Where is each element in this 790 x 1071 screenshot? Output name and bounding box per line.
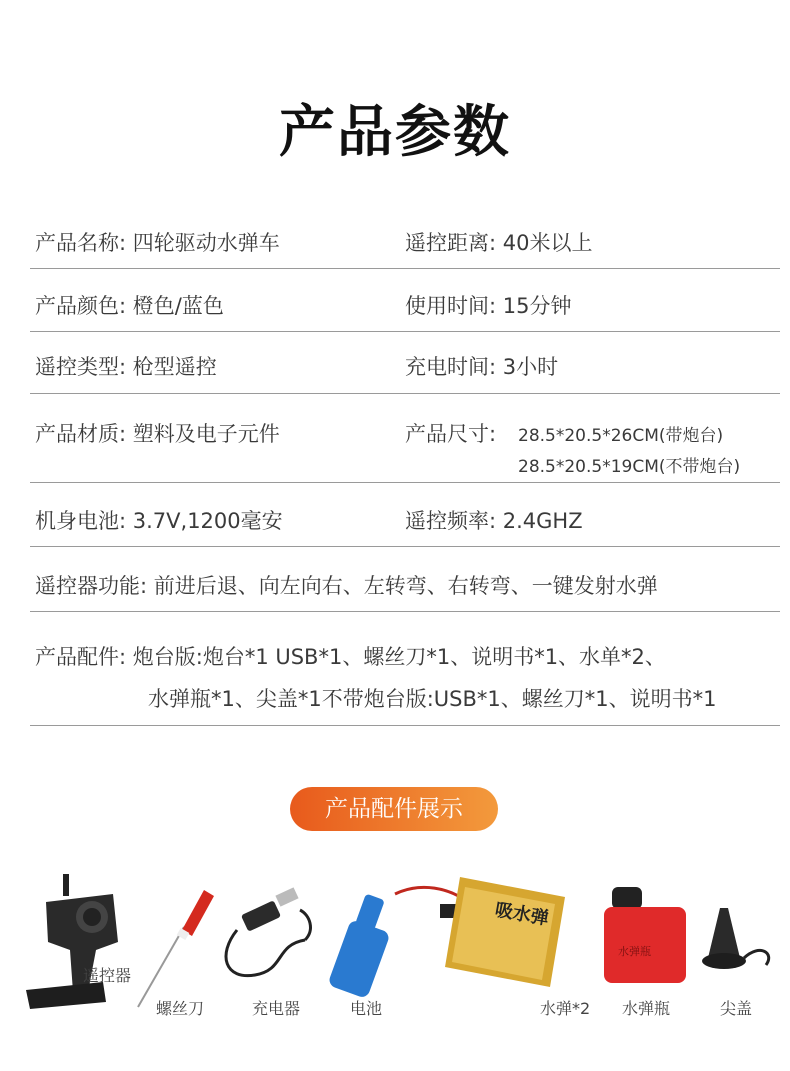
water-bottle-image [600,885,690,985]
spec-product-color: 产品颜色: 橙色/蓝色 [35,294,224,318]
label-screwdriver: 螺丝刀 [156,999,205,1018]
label-cap: 尖盖 [720,999,753,1018]
spec-material: 产品材质: 塑料及电子元件 [35,422,280,446]
divider [30,546,780,547]
spec-accessories-line1: 产品配件: 炮台版:炮台*1 USB*1、螺丝刀*1、说明书*1、水单*2、 [35,645,666,669]
spec-battery: 机身电池: 3.7V,1200毫安 [35,509,283,533]
spec-size-with-turret: 28.5*20.5*26CM(带炮台) [518,426,724,446]
label-battery: 电池 [350,999,383,1018]
remote-controller-image [18,872,133,1017]
spec-frequency: 遥控频率: 2.4GHZ [405,509,583,533]
spec-charge-time: 充电时间: 3小时 [405,355,559,379]
spec-product-name: 产品名称: 四轮驱动水弹车 [35,231,280,255]
divider [30,331,780,332]
label-remote: 遥控器 [83,966,132,985]
accessory-section-badge: 产品配件展示 [290,787,498,831]
spec-size-without-turret: 28.5*20.5*19CM(不带炮台) [518,457,741,477]
bottle-text: 水弹瓶 [618,945,651,958]
spec-accessories-line2: 水弹瓶*1、尖盖*1不带炮台版:USB*1、螺丝刀*1、说明书*1 [148,687,717,711]
divider [30,268,780,269]
divider [30,393,780,394]
water-beads-packet-image [440,872,570,992]
page-title: 产品参数 [279,100,511,165]
label-bottle: 水弹瓶 [622,999,671,1018]
divider [30,725,780,726]
cap-image [700,903,780,978]
label-charger: 充电器 [252,999,301,1018]
spec-usage-time: 使用时间: 15分钟 [405,294,572,318]
packet-text: 吸水弹 [493,899,551,930]
screwdriver-image [132,882,222,1012]
label-water-beads: 水弹*2 [540,999,591,1018]
spec-remote-distance: 遥控距离: 40米以上 [405,231,593,255]
spec-size-label: 产品尺寸: [405,422,497,446]
spec-remote-functions: 遥控器功能: 前进后退、向左向右、左转弯、右转弯、一键发射水弹 [35,574,658,598]
spec-remote-type: 遥控类型: 枪型遥控 [35,355,217,379]
divider [30,482,780,483]
divider [30,611,780,612]
